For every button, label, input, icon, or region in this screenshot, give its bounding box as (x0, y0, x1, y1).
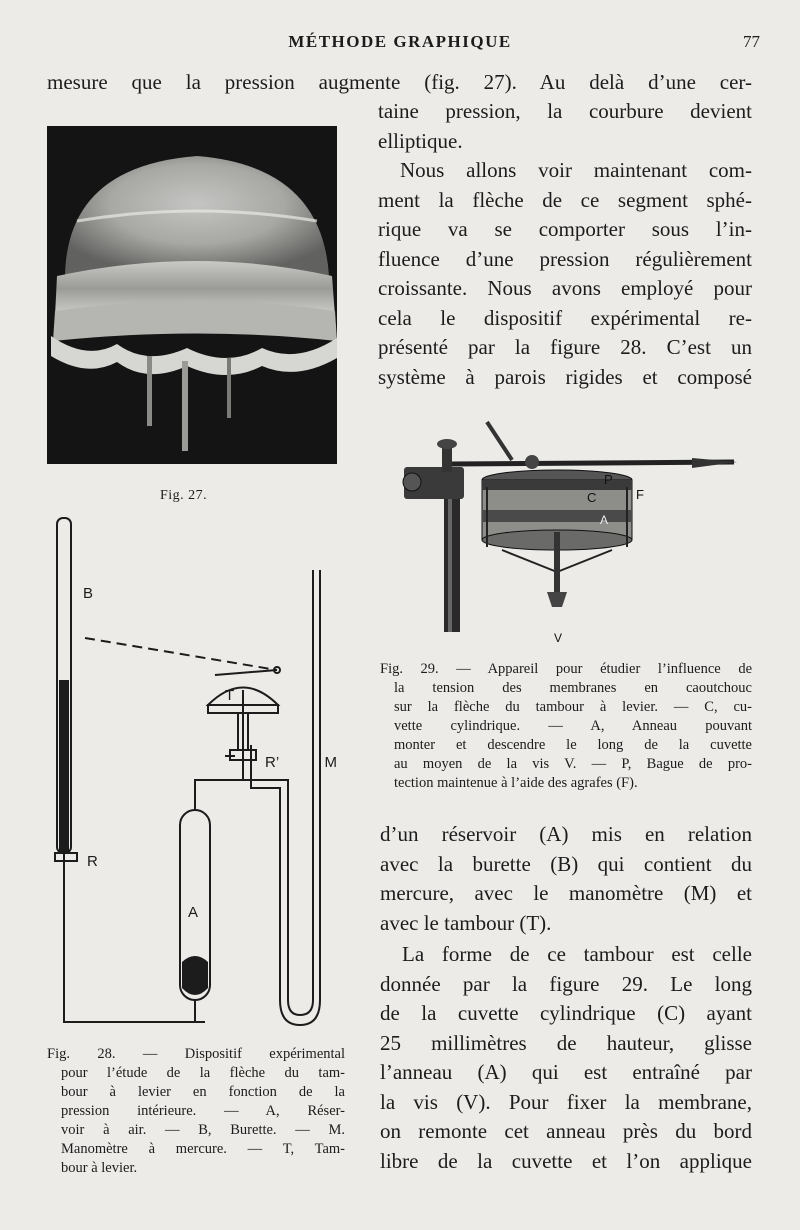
paragraph-4 (380, 940, 752, 1176)
text-line: avec le tambour (T). (380, 910, 552, 935)
caption-line: vette cylindrique. — A, Anneau pouvant (394, 718, 752, 734)
text-line: la vis (V). Pour fixer la membrane, (380, 1089, 752, 1114)
caption-line: Manomètre à mercure. — T, Tam- (61, 1141, 345, 1157)
fig29-letter-a: A (600, 513, 609, 527)
caption-line: la tension des membranes en caoutchouc (394, 680, 752, 696)
text-line: elliptique. (378, 128, 463, 153)
text-line: rique va se comporter sous l’in- (378, 217, 752, 241)
caption-line: tection maintenue à l’aide des agrafes (F). (394, 775, 638, 791)
figure-28-caption (47, 1045, 345, 1178)
text-line: taine pression, la courbure devient (378, 99, 752, 123)
text-line: d’un réservoir (A) mis en relation (380, 822, 752, 846)
paragraph-1 (378, 97, 752, 156)
page-number: 77 (743, 32, 760, 51)
figure-29-caption (380, 660, 752, 793)
text-line: système à parois rigides et composé (378, 364, 752, 389)
text-line: fluence d’une pression régulièrement (378, 246, 752, 271)
fig28-letter-a: A (188, 904, 199, 921)
caption-line: bour à levier. (61, 1160, 138, 1176)
text-line: on remonte cet anneau près du bord (380, 1119, 752, 1143)
text-line: avec la burette (B) qui contient du (380, 851, 752, 876)
intro-paragraph (47, 68, 752, 98)
membrane-photo-image (47, 126, 337, 464)
text-line: libre de la cuvette et l’on applique (380, 1148, 752, 1173)
fig29-letter-v: V (554, 631, 563, 644)
text-line: La forme de ce tambour est celle (402, 942, 752, 966)
caption-line: sur la flèche du tambour à levier. — C, cu- (394, 699, 752, 715)
figure-27-photo (47, 126, 337, 464)
text-line: mesure que la pression augmente (fig. 27). Au delà d’une cer- (47, 70, 752, 94)
paragraph-3 (380, 820, 752, 938)
fig28-letter-m: M (324, 754, 337, 771)
fig29-letter-f: F (636, 487, 644, 502)
fig28-letter-r-prime: R’ (265, 754, 280, 771)
caption-line: monter et descendre le long de la cuvette (394, 737, 752, 753)
running-title: MÉTHODE GRAPHIQUE (288, 32, 512, 51)
fig28-letter-r: R (87, 853, 98, 870)
fig28-letter-b: B (83, 585, 94, 602)
fig29-letter-p: P (604, 472, 613, 487)
figure-28-apparatus-drawing (45, 510, 345, 1030)
text-line: l’anneau (A) qui est entraîné par (380, 1060, 752, 1084)
text-line: Nous allons voir maintenant com- (400, 158, 752, 182)
paragraph-2 (378, 156, 752, 392)
text-line: de la cuvette cylindrique (C) ayant (380, 1001, 752, 1025)
text-line: cela le dispositif expérimental re- (378, 305, 752, 330)
caption-line: bour à levier en fonction de la (61, 1084, 345, 1100)
caption-line: au moyen de la vis V. — P, Bague de pro- (394, 756, 752, 772)
caption-line: pour l’étude de la flèche du tam- (61, 1065, 345, 1081)
text-line: mercure, avec le manomètre (M) et (380, 881, 752, 905)
caption-line: voir à air. — B, Burette. — M. (61, 1122, 345, 1138)
text-line: présenté par la figure 28. C’est un (378, 335, 752, 359)
figure-27-label: Fig. 27. (160, 488, 208, 503)
fig29-letter-c: C (587, 490, 597, 505)
text-line: croissante. Nous avons employé pour (378, 276, 752, 300)
caption-line: Fig. 29. — Appareil pour étudier l’influence de (380, 661, 752, 677)
caption-line: Fig. 28. — Dispositif expérimental (47, 1046, 345, 1062)
fig28-letter-t: T (225, 687, 235, 704)
text-line: ment la flèche de ce segment sphé- (378, 187, 752, 212)
caption-line: pression intérieure. — A, Réser- (61, 1103, 345, 1119)
text-line: 25 millimètres de hauteur, glisse (380, 1030, 752, 1055)
figure-29-apparatus-drawing (392, 412, 752, 644)
text-line: donnée par la figure 29. Le long (380, 971, 752, 996)
